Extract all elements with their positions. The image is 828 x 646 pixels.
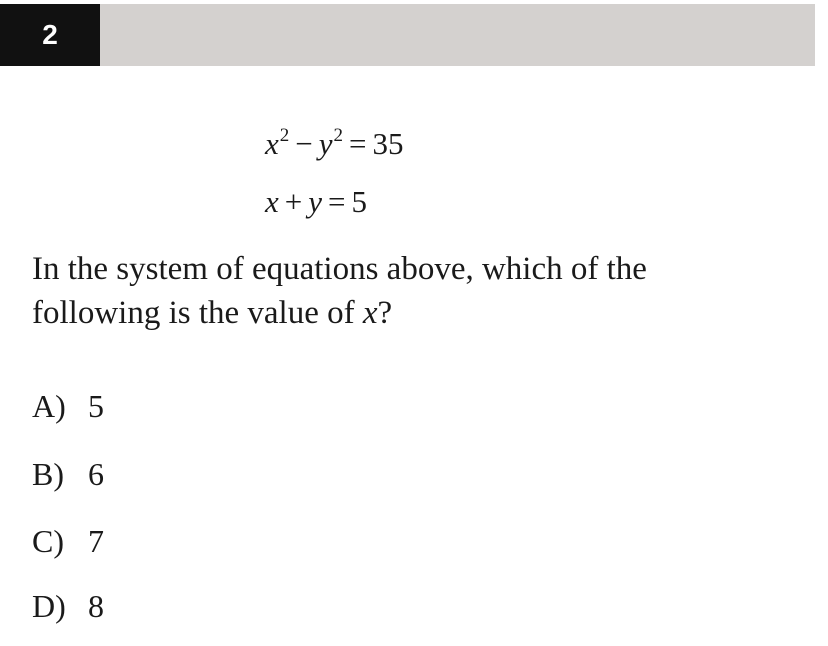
question-header-bar	[0, 4, 815, 66]
eq2-rhs: 5	[351, 184, 367, 219]
choice-a-letter: A)	[32, 388, 66, 424]
choice-b[interactable]	[32, 458, 104, 490]
eq1-equals: =	[349, 126, 367, 161]
eq2-plus: +	[284, 184, 303, 219]
eq1-x: x	[265, 126, 279, 161]
equation-2	[265, 186, 367, 217]
choice-b-letter: B)	[32, 456, 64, 492]
choice-d-value: 8	[88, 588, 104, 624]
prompt-line-2-text: following is the value of	[32, 295, 355, 331]
choice-d[interactable]	[32, 590, 104, 622]
eq1-minus: −	[295, 126, 313, 161]
eq2-y: y	[308, 184, 323, 219]
eq2-equals: =	[328, 184, 346, 219]
question-number: 2	[0, 4, 100, 66]
prompt-line-1: In the system of equations above, which of the	[32, 251, 647, 287]
choice-c-value: 7	[88, 523, 104, 559]
choice-b-value: 6	[88, 456, 104, 492]
prompt-line-2	[32, 291, 792, 335]
eq1-x-exponent: 2	[279, 125, 290, 146]
prompt-question-mark: ?	[377, 295, 393, 331]
equation-1	[265, 125, 404, 161]
choice-c[interactable]	[32, 525, 104, 557]
choice-a-value: 5	[88, 388, 104, 424]
question-prompt	[32, 247, 792, 335]
eq2-x: x	[265, 184, 279, 219]
eq1-rhs: 35	[372, 126, 404, 161]
choice-d-letter: D)	[32, 588, 66, 624]
choice-c-letter: C)	[32, 523, 64, 559]
eq1-y-exponent: 2	[333, 125, 344, 146]
eq1-y: y	[318, 126, 333, 161]
prompt-variable: x	[362, 295, 378, 331]
choice-a[interactable]	[32, 390, 104, 422]
